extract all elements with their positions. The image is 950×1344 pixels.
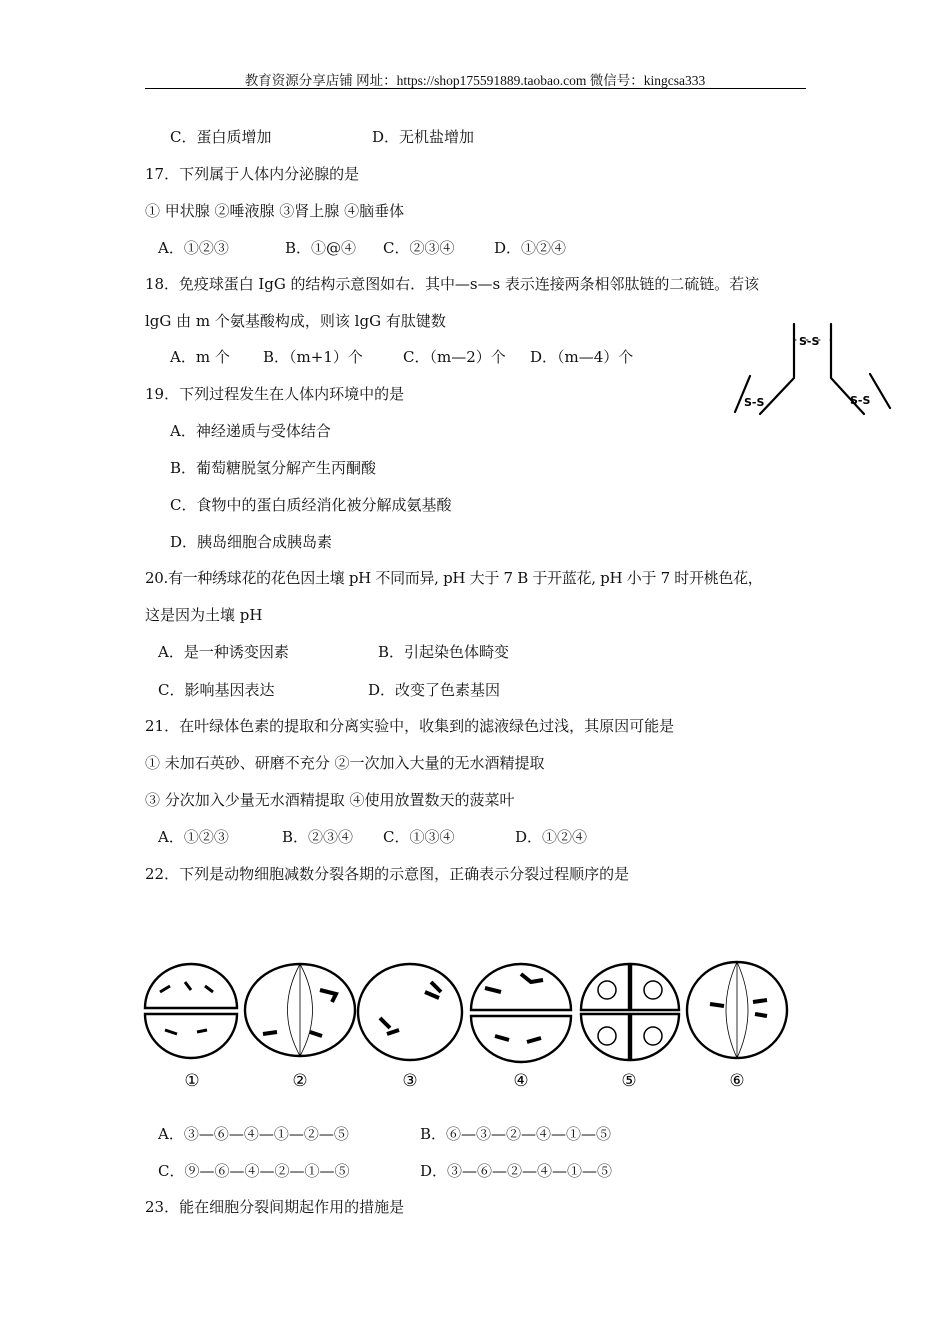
q20-option-b: B．引起染色体畸变 <box>378 643 510 661</box>
q20-option-c: C．影响基因表达 <box>158 681 275 699</box>
figure-label-3: ③ <box>402 1071 418 1091</box>
q23-stem: 23．能在细胞分裂间期起作用的措施是 <box>145 1198 405 1216</box>
cell-2-drawing <box>245 964 355 1056</box>
q17-option-a: A．①②③ <box>158 239 229 257</box>
figure-label-5: ⑤ <box>621 1071 637 1091</box>
figure-label-2: ② <box>292 1071 308 1091</box>
disulfide-label-hinge: S-S <box>799 335 820 348</box>
q20-stem-line1: 20.有一种绣球花的花色因土壤 pH 不同而异, pH 大于 7 B 于开蓝花, pH 小于 7 时开桃色花， <box>145 569 763 587</box>
q19-option-a: A．神经递质与受体结合 <box>170 422 331 440</box>
q22-option-c: C．⑨—⑥—④—②—①—⑤ <box>158 1162 350 1180</box>
q20-stem-line2: 这是因为土壤 pH <box>145 606 263 624</box>
q18-option-d: D．（m—4）个 <box>530 348 634 366</box>
figure-label-4: ④ <box>513 1071 529 1091</box>
q20-option-a: A．是一种诱变因素 <box>158 643 289 661</box>
cell-1-drawing <box>145 964 237 1058</box>
q21-items-line2: ③ 分次加入少量无水酒精提取 ④使用放置数天的菠菜叶 <box>145 791 515 809</box>
q21-option-a: A．①②③ <box>158 828 229 846</box>
cell-4-drawing <box>471 964 571 1062</box>
figure-label-1: ① <box>184 1071 200 1091</box>
meiosis-figure <box>135 952 795 1097</box>
q22-option-a: A．③—⑥—④—①—②—⑤ <box>158 1125 349 1143</box>
q21-items-line1: ① 未加石英砂、研磨不充分 ②一次加入大量的无水酒精提取 <box>145 754 545 772</box>
disulfide-label-right: S-S <box>850 394 871 407</box>
cell-3-drawing <box>358 964 462 1060</box>
q17-option-d: D．①②④ <box>494 239 567 257</box>
q19-option-b: B．葡萄糖脱氢分解产生丙酮酸 <box>170 459 377 477</box>
q22-option-d: D．③—⑥—②—④—①—⑤ <box>420 1162 613 1180</box>
q19-option-c: C．食物中的蛋白质经消化被分解成氨基酸 <box>170 496 452 514</box>
q19-stem: 19．下列过程发生在人体内环境中的是 <box>145 385 405 403</box>
q22-option-b: B．⑥—③—②—④—①—⑤ <box>420 1125 612 1143</box>
figure-label-6: ⑥ <box>729 1071 745 1091</box>
q16-option-c: C．蛋白质增加 <box>170 128 272 146</box>
q18-option-a: A．m 个 <box>170 348 230 366</box>
page-header: 教育资源分享店铺 网址：https://shop175591889.taobao.com 微信号：kingcsa333 <box>244 73 706 88</box>
header-rule <box>145 88 806 89</box>
q18-stem-line1: 18．免疫球蛋白 IgG 的结构示意图如右．其中—s—s 表示连接两条相邻肽链的二硫链。若该 <box>145 275 760 293</box>
q20-option-d: D．改变了色素基因 <box>368 681 501 699</box>
igg-structure-diagram <box>730 318 900 418</box>
q17-option-c: C．②③④ <box>383 239 455 257</box>
q21-stem: 21．在叶绿体色素的提取和分离实验中，收集到的滤液绿色过浅，其原因可能是 <box>145 717 675 735</box>
q21-option-b: B．②③④ <box>282 828 354 846</box>
q17-items: ① 甲状腺 ②唾液腺 ③肾上腺 ④脑垂体 <box>145 202 405 220</box>
q18-option-b: B．（m+1）个 <box>263 348 363 366</box>
q17-stem: 17．下列属于人体内分泌腺的是 <box>145 165 360 183</box>
q21-option-c: C．①③④ <box>383 828 455 846</box>
cell-5-drawing <box>581 964 679 1060</box>
q17-option-b: B．①@④ <box>285 239 357 257</box>
q19-option-d: D．胰岛细胞合成胰岛素 <box>170 533 333 551</box>
cell-6-drawing <box>687 962 787 1058</box>
q21-option-d: D．①②④ <box>515 828 588 846</box>
disulfide-label-left: S-S <box>744 396 765 409</box>
q18-stem-line2: lgG 由 m 个氨基酸构成，则该 lgG 有肽键数 <box>145 312 446 330</box>
q22-stem: 22．下列是动物细胞减数分裂各期的示意图，正确表示分裂过程顺序的是 <box>145 865 630 883</box>
q16-option-d: D．无机盐增加 <box>372 128 475 146</box>
q18-option-c: C．（m—2）个 <box>403 348 506 366</box>
